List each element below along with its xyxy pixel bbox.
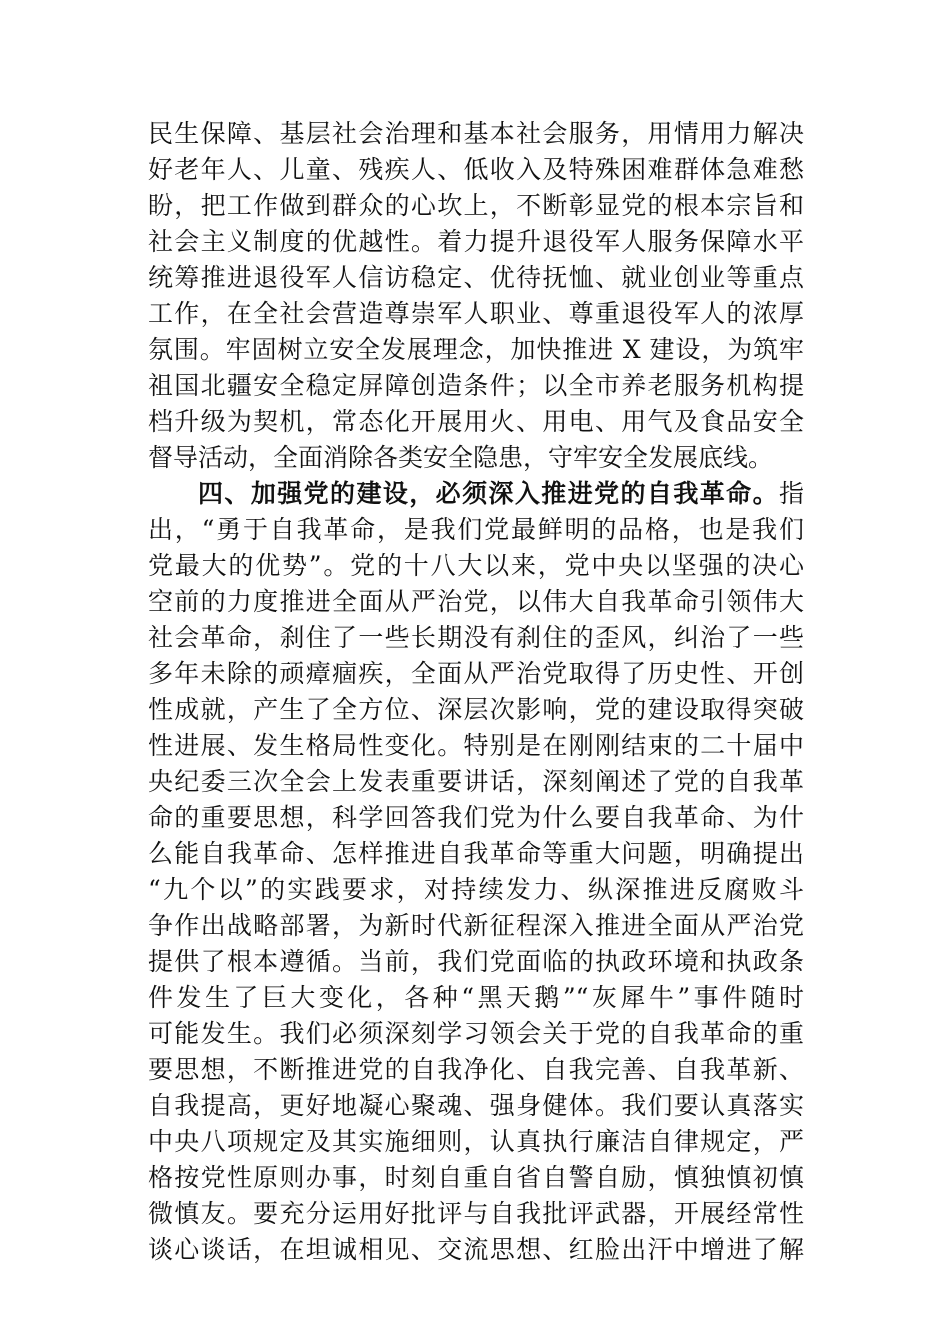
- heading-line-rest: 指: [778, 479, 804, 508]
- text-line: 社会革命，刹住了一些长期没有刹住的歪风，纠治了一些: [148, 623, 804, 652]
- paragraph-2: [148, 476, 804, 1268]
- text-line: 谈心谈话，在坦诚相见、交流思想、红脸出汗中增进了解: [148, 1235, 804, 1264]
- text-line: 空前的力度推进全面从严治党，以伟大自我革命引领伟大: [148, 587, 804, 616]
- text-line: 多年未除的顽瘴痼疾，全面从严治党取得了历史性、开创: [148, 659, 804, 688]
- text-line: 盼，把工作做到群众的心坎上，不断彰显党的根本宗旨和: [148, 191, 804, 220]
- text-line: 件发生了巨大变化，各种“黑天鹅”“灰犀牛”事件随时: [148, 983, 804, 1012]
- text-line: 提供了根本遵循。当前，我们党面临的执政环境和执政条: [148, 947, 804, 976]
- text-line: 民生保障、基层社会治理和基本社会服务，用情用力解决: [148, 119, 804, 148]
- text-line: 央纪委三次全会上发表重要讲话，深刻阐述了党的自我革: [148, 767, 804, 796]
- text-line: 要思想，不断推进党的自我净化、自我完善、自我革新、: [148, 1055, 804, 1084]
- text-line: 好老年人、儿童、残疾人、低收入及特殊困难群体急难愁: [148, 155, 804, 184]
- text-line: 中央八项规定及其实施细则，认真执行廉洁自律规定，严: [148, 1127, 804, 1156]
- text-line: 出，“勇于自我革命，是我们党最鲜明的品格，也是我们: [148, 515, 804, 544]
- text-line: 祖国北疆安全稳定屏障创造条件；以全市养老服务机构提: [148, 371, 804, 400]
- text-line: 性成就，产生了全方位、深层次影响，党的建设取得突破: [148, 695, 804, 724]
- paragraph-1: [148, 116, 804, 476]
- section-heading: 四、加强党的建设，必须深入推进党的自我革命。: [198, 479, 779, 508]
- text-line: 党最大的优势”。党的十八大以来，党中央以坚强的决心: [148, 551, 804, 580]
- text-line: 微慎友。要充分运用好批评与自我批评武器，开展经常性: [148, 1199, 804, 1228]
- text-line: 督导活动，全面消除各类安全隐患，守牢安全发展底线。: [148, 443, 774, 472]
- text-line: 档升级为契机，常态化开展用火、用电、用气及食品安全: [148, 407, 804, 436]
- text-line: 氛围。牢固树立安全发展理念，加快推进 X 建设，为筑牢: [148, 335, 804, 364]
- text-line: 社会主义制度的优越性。着力提升退役军人服务保障水平: [148, 227, 804, 256]
- text-line: 自我提高，更好地凝心聚魂、强身健体。我们要认真落实: [148, 1091, 804, 1120]
- text-line: 统筹推进退役军人信访稳定、优待抚恤、就业创业等重点: [148, 263, 804, 292]
- text-line: 格按党性原则办事，时刻自重自省自警自励，慎独慎初慎: [148, 1163, 804, 1192]
- document-page: [148, 116, 804, 1268]
- text-line: “九个以”的实践要求，对持续发力、纵深推进反腐败斗: [148, 875, 804, 904]
- text-line: 工作，在全社会营造尊崇军人职业、尊重退役军人的浓厚: [148, 299, 804, 328]
- text-line: 命的重要思想，科学回答我们党为什么要自我革命、为什: [148, 803, 804, 832]
- text-line: 争作出战略部署，为新时代新征程深入推进全面从严治党: [148, 911, 804, 940]
- text-line: 性进展、发生格局性变化。特别是在刚刚结束的二十届中: [148, 731, 804, 760]
- text-line: 么能自我革命、怎样推进自我革命等重大问题，明确提出: [148, 839, 804, 868]
- text-line: 可能发生。我们必须深刻学习领会关于党的自我革命的重: [148, 1019, 804, 1048]
- section-heading-line: [148, 476, 804, 512]
